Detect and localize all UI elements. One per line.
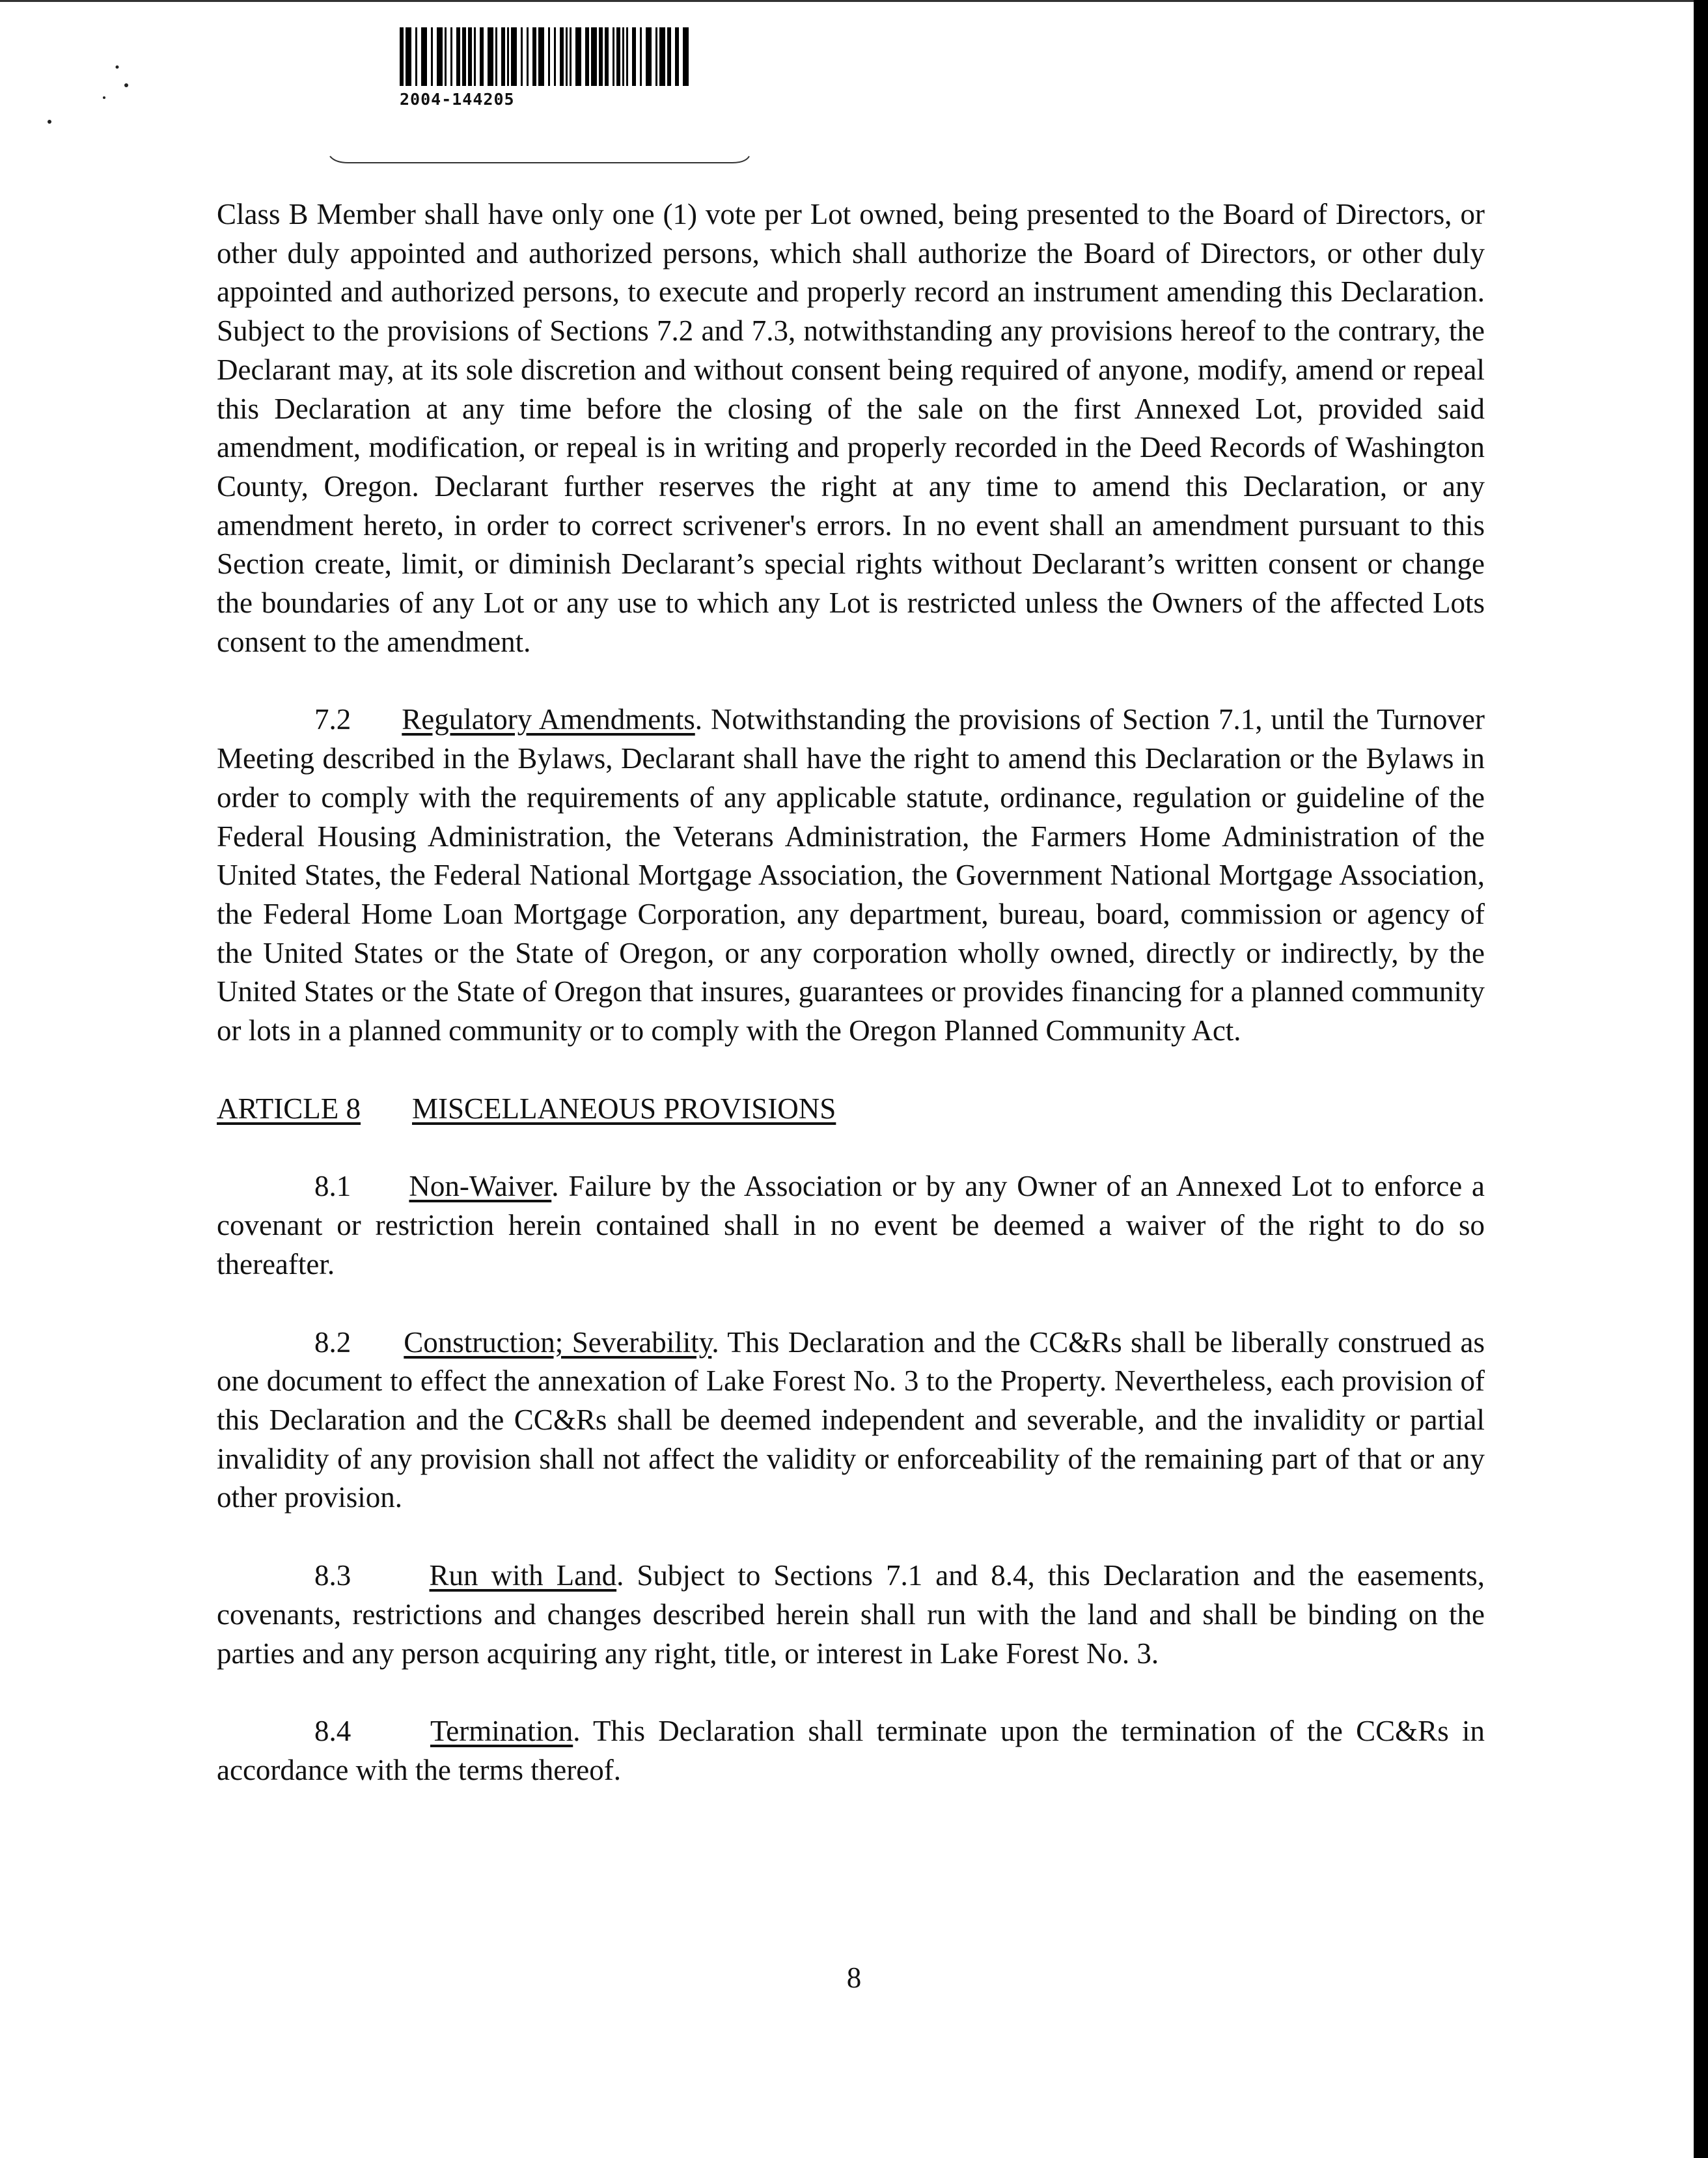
section-8-2 (217, 1323, 1485, 1518)
barcode-bar (406, 27, 411, 86)
barcode-bar (468, 27, 472, 86)
barcode-bar (570, 27, 572, 86)
paragraph-continuation: Class B Member shall have only one (1) vote per Lot owned, being presented to the Board of Directors, or other duly appointed and authorized persons, which shall authorize the Board of Directors, or other duly appointed and authorized persons, to execute and properly record an instrument amending this Declaration. Subject to the provisions of Sections 7.2 and 7.3, notwithstanding any provisions hereof to the contrary, the Declarant may, at its sole discretion and without consent being required of anyone, modify, amend or repeal this Declaration at any time before the closing of the sale on the first Annexed Lot, provided said amendment, modification, or repeal is in writing and properly recorded in the Deed Records of Washington County, Oregon. Declarant further reserves the right at any time to amend this Declaration, or any amendment hereto, in order to correct scrivener's errors. In no event shall an amendment pursuant to this Section create, limit, or diminish Declarant’s special rights without Declarant’s written consent or change the boundaries of any Lot or any use to which any Lot is restricted unless the Owners of the affected Lots consent to the amendment. (217, 198, 1485, 658)
scan-specks (39, 62, 169, 140)
article-8-number: ARTICLE 8 (217, 1092, 361, 1125)
barcode-bar (548, 27, 550, 86)
barcode-bar (622, 27, 624, 86)
barcode-bar (613, 27, 614, 86)
barcode-bar (511, 27, 517, 86)
barcode-bar (488, 27, 493, 86)
barcode-bar (599, 27, 603, 86)
barcode-bar (532, 27, 536, 86)
barcode-bar (450, 27, 452, 86)
barcode-bar (591, 27, 597, 86)
barcode-bar (554, 27, 556, 86)
barcode-bar (507, 27, 509, 86)
barcode-bar (480, 27, 484, 86)
scan-top-edge (0, 0, 1708, 2)
barcode-bar (501, 27, 505, 86)
barcode (398, 27, 698, 109)
barcode-bar (456, 27, 460, 86)
section-8-2-title: Construction; Severability (404, 1325, 712, 1359)
barcode-bar (675, 27, 679, 86)
section-8-3-number: 8.3 (314, 1559, 351, 1592)
section-8-2-number: 8.2 (314, 1325, 351, 1359)
section-8-1-text: . Failure by the Association or by any Owner of an Annexed Lot to enforce a covenant or restriction herein contained shall in no event be deemed a waiver of the right to do so thereafter. (217, 1170, 1485, 1280)
barcode-bar (655, 27, 657, 86)
section-7-2 (217, 700, 1485, 1050)
barcode-bar (585, 27, 589, 86)
barcode-number: 2004-144205 (400, 90, 515, 109)
section-8-3 (217, 1556, 1485, 1673)
barcode-bar (560, 27, 564, 86)
barcode-bar (521, 27, 523, 86)
barcode-bar (626, 27, 628, 86)
barcode-bar (667, 27, 671, 86)
barcode-bar (616, 27, 620, 86)
barcode-bar (659, 27, 665, 86)
barcode-bar (437, 27, 443, 86)
barcode-bar (646, 27, 652, 86)
section-8-2-text: . This Declaration and the CC&Rs shall be liberally construed as one document to effect the annexation of Lake Forest No. 3 to the Property. Nevertheless, each provision of this Declaration and the CC&Rs shall be deemed independent and severable, and the invalidity or partial invalidity of any provision shall not affect the validity or enforceability of the remaining part of that or any other provision. (217, 1325, 1485, 1514)
barcode-bar (527, 27, 529, 86)
barcode-bar (445, 27, 447, 86)
section-8-4-number: 8.4 (314, 1715, 351, 1748)
barcode-bar (431, 27, 433, 86)
section-8-4-text: . This Declaration shall terminate upon the termination of the CC&Rs in accordance with the terms thereof. (217, 1715, 1485, 1786)
section-8-3-text: . Subject to Sections 7.1 and 8.4, this Declaration and the easements, covenants, restrictions and changes described herein shall run with the land and shall be binding on the parties and any person acquiring any right, title, or interest in Lake Forest No. 3. (217, 1559, 1485, 1670)
barcode-bar (683, 27, 689, 86)
section-7-2-text: . Notwithstanding the provisions of Section 7.1, until the Turnover Meeting described in the Bylaws, Declarant shall have the right to amend this Declaration or the Bylaws in order to comply with the requirements of any applicable statute, ordinance, regulation or guideline of the Federal Housing Administration, the Veterans Administration, the Farmers Home Administration of the United States, the Federal National Mortgage Association, the Government National Mortgage Association, the Federal Home Loan Mortgage Corporation, any department, bureau, board, commission or agency of the United States or the State of Oregon, or any corporation wholly owned, directly or indirectly, by the United States or the State of Oregon that insures, guarantees or provides financing for a planned community or lots in a planned community or to comply with the Oregon Planned Community Act. (217, 703, 1485, 1047)
barcode-bar (415, 27, 417, 86)
section-8-1 (217, 1167, 1485, 1284)
barcode-bar (640, 27, 642, 86)
header-rule (329, 154, 752, 173)
section-8-3-title: Run with Land (429, 1559, 617, 1592)
barcode-bar (575, 27, 581, 86)
barcode-bar (605, 27, 609, 86)
section-7-2-number: 7.2 (314, 703, 351, 736)
scan-right-edge (1694, 0, 1708, 2158)
barcode-bar (462, 27, 466, 86)
section-8-4-title: Termination (430, 1715, 573, 1748)
section-8-4 (217, 1712, 1485, 1790)
barcode-bar (538, 27, 544, 86)
barcode-bar (566, 27, 568, 86)
document-body (217, 195, 1485, 1829)
barcode-image (398, 27, 691, 86)
section-8-1-title: Non-Waiver (409, 1170, 552, 1203)
page-number: 8 (846, 1961, 862, 1994)
article-8-heading (217, 1090, 1485, 1129)
article-8-title: MISCELLANEOUS PROVISIONS (412, 1092, 836, 1125)
barcode-bar (632, 27, 636, 86)
barcode-bar (421, 27, 427, 86)
section-7-2-title: Regulatory Amendments (402, 703, 695, 736)
barcode-bar (400, 27, 404, 86)
section-8-1-number: 8.1 (314, 1170, 351, 1203)
barcode-bar (495, 27, 497, 86)
barcode-bar (474, 27, 476, 86)
